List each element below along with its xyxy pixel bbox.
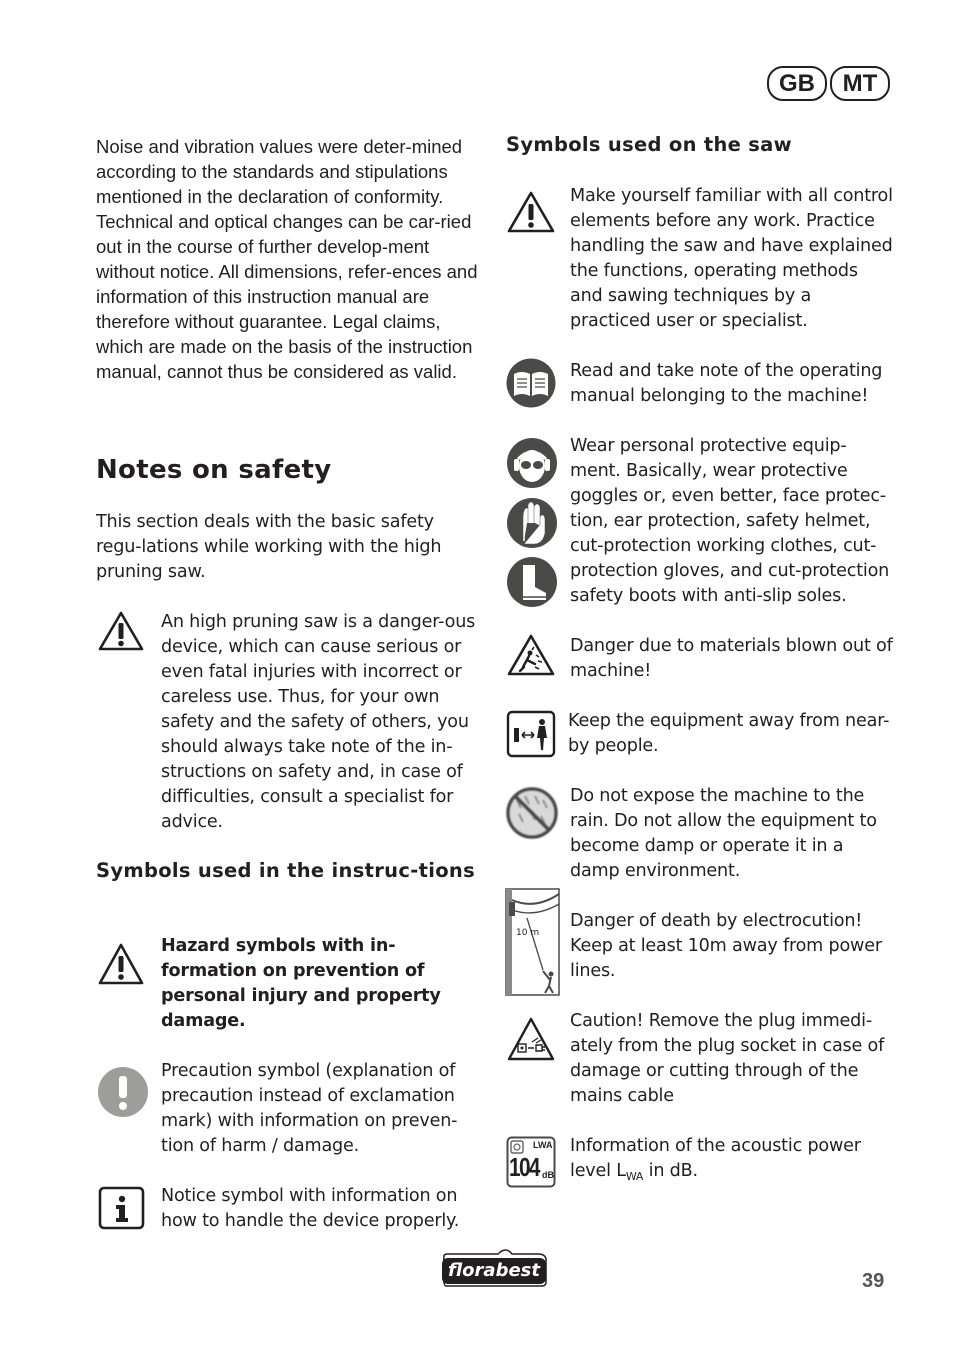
saw-symbol-sound-text [570, 1134, 895, 1189]
saw-symbol-rain-text: Do not expose the machine to the rain. Do not allow the equipment to become damp or operate it in a damp environment. [570, 786, 877, 881]
intro-paragraph-2: Technical and optical changes can be car-ried out in the course of further develop-ment without notice. All dimensions, refer-ences and information of this instruction manual are therefore without guarantee. Legal claims, which are made on the basis of the instruction manual, cannot thus be considered as valid. [96, 211, 478, 382]
language-badge-gb: GB [767, 66, 827, 101]
flying-debris-icon [506, 633, 556, 681]
power-line-distance-label: 10 m [516, 928, 540, 938]
warning-triangle-icon [506, 190, 556, 238]
warning-triangle-icon [97, 610, 145, 656]
sound-text-after: in dB. [643, 1161, 698, 1181]
keep-distance-icon [506, 710, 556, 762]
sound-power-icon [506, 1136, 556, 1188]
instr-symbols-heading: Symbols used in the instruc-tions [96, 859, 475, 882]
safety-warning-text: An high pruning saw is a danger-ous device, which can cause serious or even fatal injuries with incorrect or careless use. Thus, for your own safety and the safety of others, you should always take note of the in-structions on safety and, in case of difficulties, consult a specialist for advice. [161, 612, 476, 832]
page-number: 39 [862, 1270, 885, 1292]
saw-symbol-manual-text: Read and take note of the operating manual belonging to the machine! [570, 361, 883, 406]
saw-symbol-debris-text: Danger due to materials blown out of machine! [570, 636, 893, 681]
safety-intro: This section deals with the basic safety regu-lations while working with the high pruning saw. [96, 512, 442, 582]
saw-symbol-distance-text: Keep the equipment away from near-by people. [568, 711, 890, 756]
no-rain-icon [505, 786, 559, 844]
lwa-unit: dB [542, 1170, 554, 1180]
saw-symbols-heading: Symbols used on the saw [506, 133, 792, 156]
notice-symbol-text: Notice symbol with information on how to handle the device properly. [161, 1186, 460, 1231]
florabest-logo [438, 1248, 550, 1288]
sound-text-before: Information of the acoustic power level L [570, 1136, 861, 1181]
exclamation-circle-icon [97, 1066, 149, 1122]
manual-book-icon [506, 358, 556, 412]
lwa-value: 104 [509, 1152, 539, 1182]
saw-symbol-unplug-text: Caution! Remove the plug immedi-ately from the plug socket in case of damage or cutting through of the mains cable [570, 1011, 885, 1106]
unplug-icon [506, 1016, 556, 1066]
saw-symbol-electrocution-text: Danger of death by electrocution! Keep at least 10m away from power lines. [570, 911, 882, 981]
notes-on-safety-heading: Notes on safety [96, 455, 332, 485]
sound-text-sub: WA [625, 1170, 644, 1183]
protective-gear-icon [506, 437, 558, 613]
hazard-symbol-text: Hazard symbols with in-formation on prevention of personal injury and property damage. [161, 936, 441, 1031]
warning-triangle-icon [97, 942, 145, 990]
saw-symbol-protective-text: Wear personal protective equip-ment. Basically, wear protective goggles or, even better, face protec-tion, ear protection, safety helmet, cut-protection working clothes, cut-protection gloves, and cut-protection safety boots with anti-slip soles. [570, 436, 890, 606]
info-icon [98, 1186, 146, 1234]
lwa-label: LWA [533, 1140, 553, 1150]
intro-text [96, 134, 480, 384]
brand-name: florabest [448, 1260, 540, 1281]
saw-symbol-familiar-text: Make yourself familiar with all control elements before any work. Practice handling the saw and have explained the functions, operating methods and sawing techniques by a practiced user or specialist. [570, 186, 893, 331]
intro-paragraph-1: Noise and vibration values were deter-mined according to the standards and stipulations mentioned in the declaration of conformity. [96, 136, 463, 207]
precaution-symbol-text: Precaution symbol (explanation of precaution instead of exclamation mark) with information on preven-tion of harm / damage. [161, 1061, 458, 1156]
language-badge-mt: MT [830, 66, 890, 101]
power-line-icon [505, 888, 560, 1000]
